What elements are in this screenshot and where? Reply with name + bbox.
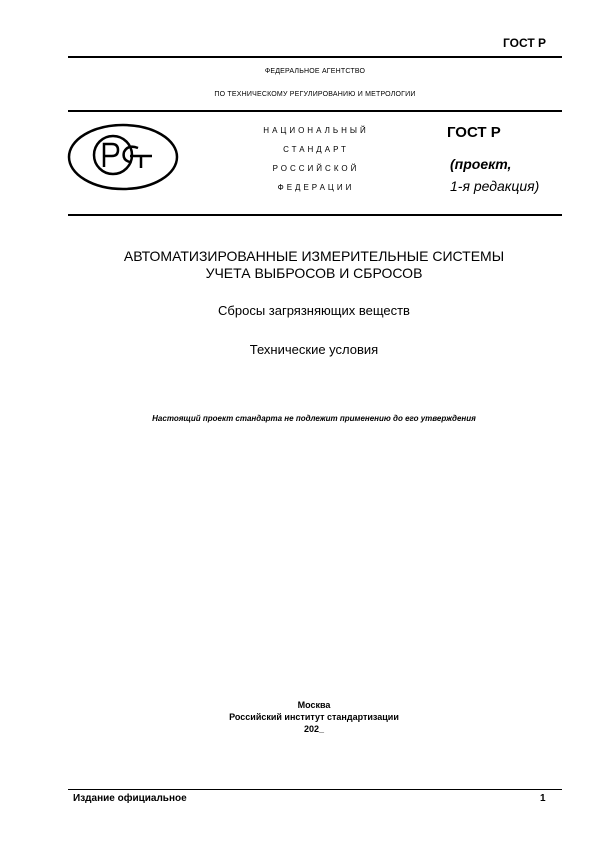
gost-logo-icon xyxy=(66,122,180,192)
header-bottom-rule xyxy=(68,214,562,216)
standard-type-line-3: РОССИЙСКОЙ xyxy=(272,164,360,173)
page-number: 1 xyxy=(540,793,546,804)
imprint-publisher: Российский институт стандартизации xyxy=(229,712,399,722)
agency-line-1: ФЕДЕРАЛЬНОЕ АГЕНТСТВО xyxy=(264,68,366,75)
document-subtitle: Сбросы загрязняющих веществ xyxy=(218,303,410,318)
document-title-line-2: УЧЕТА ВЫБРОСОВ И СБРОСОВ xyxy=(205,265,423,281)
header-top-rule xyxy=(68,56,562,58)
draft-notice: Настоящий проект стандарта не подлежит применению до его утверждения xyxy=(152,414,476,423)
agency-line-2: ПО ТЕХНИЧЕСКОМУ РЕГУЛИРОВАНИЮ И МЕТРОЛОГИИ xyxy=(214,91,416,98)
standard-type-line-2: СТАНДАРТ xyxy=(283,145,349,154)
edition-label: Издание официальное xyxy=(73,793,187,804)
standard-type-line-1: НАЦИОНАЛЬНЫЙ xyxy=(263,126,369,135)
header-middle-rule xyxy=(68,110,562,112)
standard-code: ГОСТ Р xyxy=(447,124,501,141)
footer-rule xyxy=(68,789,562,790)
top-standard-code: ГОСТ Р xyxy=(502,36,546,50)
document-subtitle-2: Технические условия xyxy=(249,342,379,357)
draft-status-line-2: 1-я редакция) xyxy=(450,178,540,194)
imprint-city: Москва xyxy=(297,700,331,710)
document-title-line-1: АВТОМАТИЗИРОВАННЫЕ ИЗМЕРИТЕЛЬНЫЕ СИСТЕМЫ xyxy=(123,248,505,264)
standard-type-line-4: ФЕДЕРАЦИИ xyxy=(277,183,355,192)
draft-status-line-1: (проект, xyxy=(450,156,512,172)
imprint-year: 202_ xyxy=(303,724,325,734)
